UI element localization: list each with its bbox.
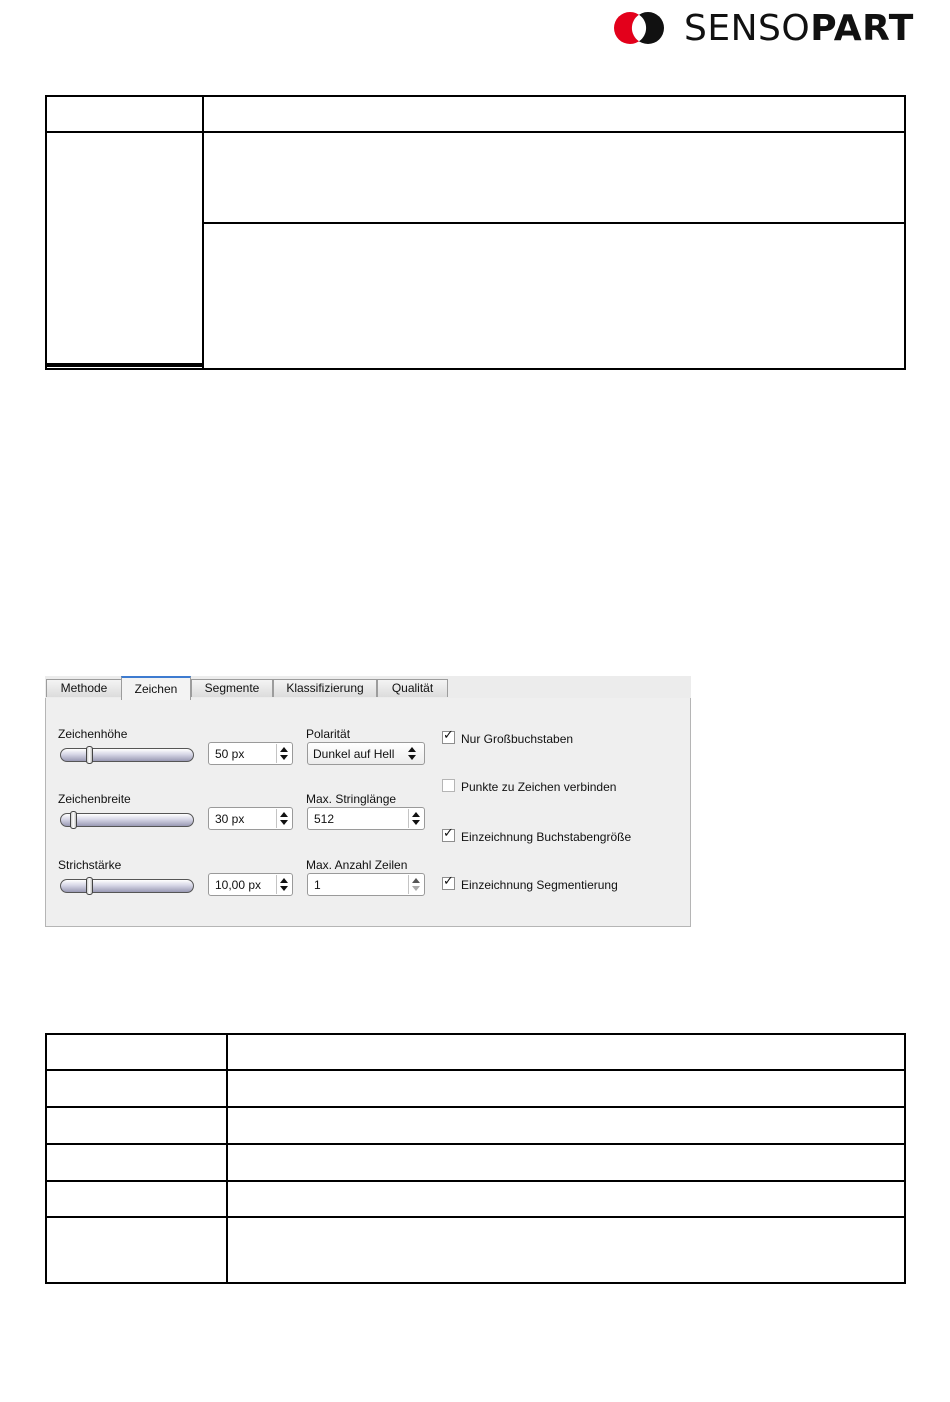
stroke-width-spin-buttons[interactable] — [276, 875, 291, 894]
arrow-up-icon[interactable] — [412, 878, 420, 883]
checkmark-icon: ✓ — [443, 728, 454, 743]
tab-segmente[interactable]: Segmente — [191, 679, 273, 697]
arrow-up-icon[interactable] — [280, 812, 288, 817]
logo-text — [684, 8, 914, 49]
arrow-down-icon[interactable] — [412, 886, 420, 891]
arrow-down-icon[interactable] — [412, 820, 420, 825]
char-width-label: Zeichenbreite — [58, 792, 131, 806]
max-string-length-value: 512 — [314, 812, 335, 826]
max-lines-value: 1 — [314, 878, 321, 892]
stroke-width-slider[interactable] — [60, 879, 194, 893]
max-lines-spinbox[interactable] — [307, 873, 425, 896]
stroke-width-value: 10,00 px — [215, 878, 262, 892]
char-height-slider[interactable] — [60, 748, 194, 762]
bottom-table-row-line-1 — [45, 1069, 906, 1071]
char-width-spin-buttons[interactable] — [276, 809, 291, 828]
arrow-down-icon[interactable] — [280, 886, 288, 891]
arrow-down-icon[interactable] — [280, 755, 288, 760]
tab-zeichen[interactable]: Zeichen — [121, 676, 191, 700]
char-width-spinbox[interactable] — [208, 807, 293, 830]
polarity-value: Dunkel auf Hell — [313, 747, 395, 761]
arrow-up-icon[interactable] — [412, 812, 420, 817]
connect-dots-label: Punkte zu Zeichen verbinden — [461, 780, 617, 794]
arrow-down-icon[interactable] — [280, 820, 288, 825]
arrow-up-icon[interactable] — [280, 747, 288, 752]
max-lines-label: Max. Anzahl Zeilen — [306, 858, 408, 872]
uppercase-only-label: Nur Großbuchstaben — [461, 732, 574, 746]
stroke-width-slider-thumb[interactable] — [86, 877, 93, 895]
top-table-header-line — [45, 131, 905, 133]
char-height-value: 50 px — [215, 747, 245, 761]
tab-qualitaet[interactable]: Qualität — [377, 679, 448, 697]
bottom-table-row-line-4 — [45, 1180, 906, 1182]
tab-klassifizierung[interactable]: Klassifizierung — [273, 679, 377, 697]
top-table-row-divider — [202, 222, 905, 224]
max-lines-spin-buttons[interactable] — [408, 875, 423, 894]
max-string-length-spin-buttons[interactable] — [408, 809, 423, 828]
max-string-length-label: Max. Stringlänge — [306, 792, 397, 806]
draw-letter-size-label: Einzeichnung Buchstabengröße — [461, 830, 632, 844]
top-table-column-divider — [202, 95, 204, 369]
zeichen-panel — [45, 698, 691, 927]
top-table-bottom-edge — [45, 363, 204, 367]
bottom-table-row-line-5 — [45, 1216, 906, 1218]
sensopart-logo — [612, 8, 914, 49]
char-width-value: 30 px — [215, 812, 245, 826]
bottom-table — [45, 1033, 906, 1284]
tab-methode[interactable]: Methode — [46, 679, 122, 697]
draw-letter-size-checkbox[interactable] — [442, 826, 455, 842]
tab-bar — [45, 676, 691, 699]
draw-segmentation-label: Einzeichnung Segmentierung — [461, 878, 618, 892]
top-table — [45, 95, 905, 369]
arrow-up-icon[interactable] — [280, 878, 288, 883]
checkmark-icon: ✓ — [443, 874, 454, 889]
char-height-label: Zeichenhöhe — [58, 727, 128, 741]
stroke-width-label: Strichstärke — [58, 858, 122, 872]
char-width-slider-thumb[interactable] — [70, 811, 77, 829]
char-width-slider[interactable] — [60, 813, 194, 827]
char-height-spinbox[interactable] — [208, 742, 293, 765]
up-down-arrows-icon — [407, 747, 417, 761]
bottom-table-row-line-2 — [45, 1106, 906, 1108]
polarity-select[interactable] — [307, 742, 425, 765]
stroke-width-spinbox[interactable] — [208, 873, 293, 896]
char-height-spin-buttons[interactable] — [276, 744, 291, 763]
polarity-label: Polarität — [306, 727, 351, 741]
logo-text-part: PART — [810, 8, 914, 49]
max-string-length-spinbox[interactable] — [307, 807, 425, 830]
bottom-table-row-line-3 — [45, 1143, 906, 1145]
uppercase-only-checkbox[interactable] — [442, 728, 455, 744]
ocr-settings-dialog — [45, 676, 691, 928]
draw-segmentation-checkbox[interactable] — [442, 874, 455, 890]
checkmark-icon: ✓ — [443, 826, 454, 841]
logo-text-senso: SENSO — [684, 8, 811, 49]
char-height-slider-thumb[interactable] — [86, 746, 93, 764]
connect-dots-checkbox[interactable] — [442, 779, 455, 792]
logo-circles-icon — [612, 10, 668, 46]
top-table-border — [45, 95, 906, 370]
